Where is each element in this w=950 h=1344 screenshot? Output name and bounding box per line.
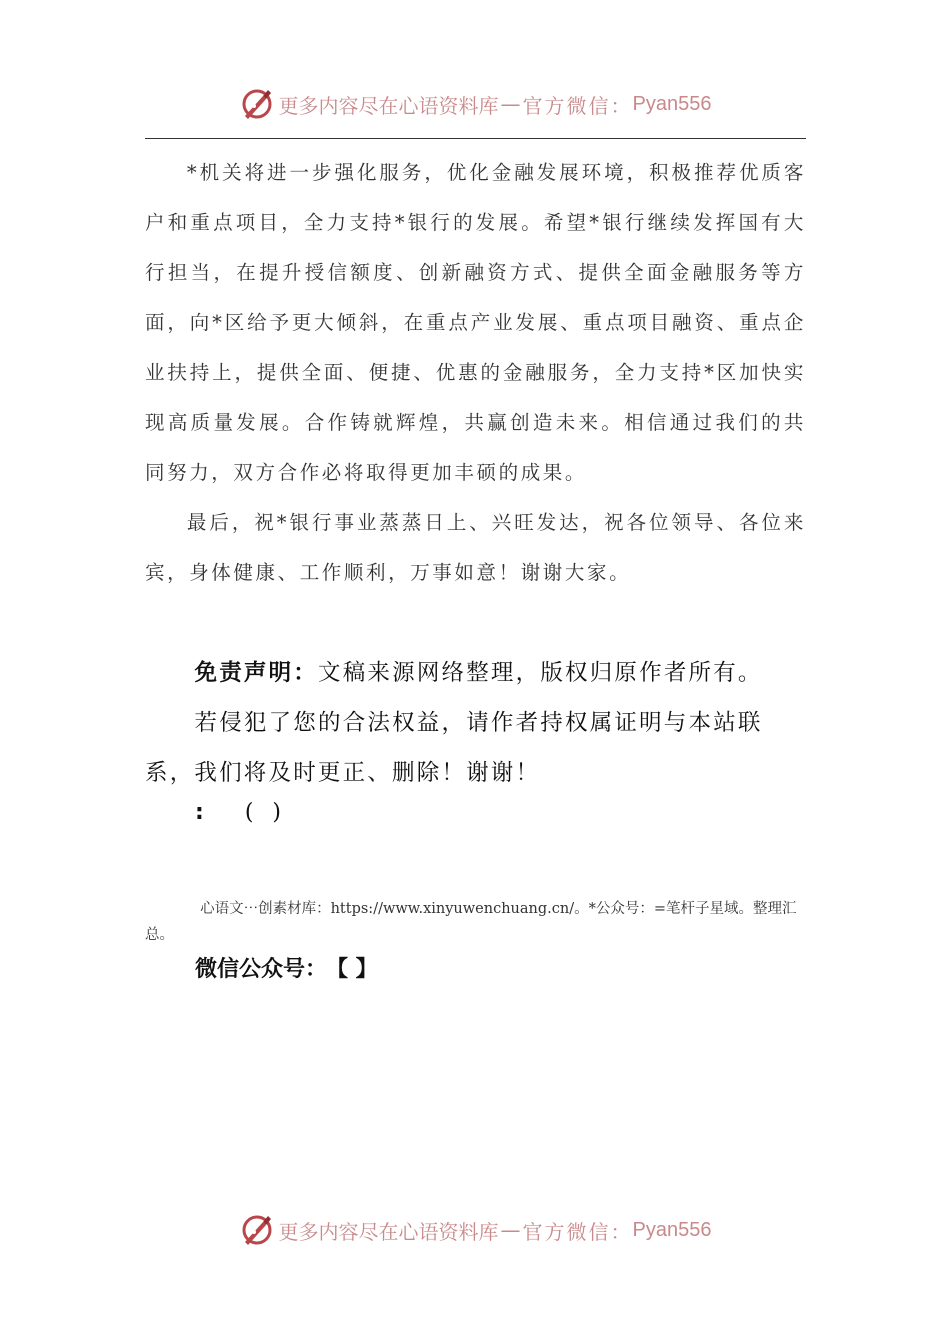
pen-logo-icon — [239, 1212, 275, 1248]
colon-mark: : — [195, 800, 204, 825]
disclaimer-text-1: 文稿来源网络整理，版权归原作者所有。 — [318, 660, 763, 686]
banner-brand-text: 更多内容尽在心语资料库 — [278, 1219, 499, 1244]
banner-wechat-label: 官方微信： — [522, 1219, 633, 1244]
banner-wechat-id: Pyan556 — [632, 1218, 712, 1241]
header-divider — [145, 138, 806, 139]
header-banner — [0, 82, 950, 126]
footer-banner — [0, 1208, 950, 1252]
source-note: 心语文⋯创素材库：https://www.xinyuwenchuang.cn/。*公众号：=笔杆子星域。整理汇总。 — [145, 901, 797, 943]
banner-dash: — — [500, 92, 521, 116]
empty-parens: ( ) — [244, 800, 287, 825]
body-paragraph: 最后，祝*银行事业蒸蒸日上、兴旺发达，祝各位领导、各位来宾，身体健康、工作顺利，万事如意！谢谢大家。 — [145, 511, 806, 584]
wechat-account-line — [195, 952, 378, 983]
disclaimer-text-2: 若侵犯了您的合法权益，请作者持权属证明与本站联系，我们将及时更正、删除！谢谢！ — [145, 710, 763, 786]
pen-logo-icon — [239, 86, 275, 122]
body-paragraph: *机关将进一步强化服务，优化金融发展环境，积极推荐优质客户和重点项目，全力支持*银行的发展。希望*银行继续发挥国有大行担当，在提升授信额度、创新融资方式、提供全面金融服务等方面，向*区给予更大倾斜，在重点产业发展、重点项目融资、重点企业扶持上，提供全面、便捷、优惠的金融服务，全力支持*区加快实现高质量发展。合作铸就辉煌，共赢创造未来。相信通过我们的共同努力，双方合作必将取得更加丰硕的成果。 — [145, 161, 806, 484]
banner-wechat-id: Pyan556 — [632, 92, 712, 115]
banner-wechat-label: 官方微信： — [522, 93, 633, 118]
disclaimer-line-1 — [145, 648, 810, 698]
body-text — [145, 148, 806, 598]
disclaimer-label: 免责声明： — [194, 660, 319, 686]
wechat-account-brackets: 【 】 — [337, 957, 378, 982]
disclaimer-block — [145, 648, 810, 798]
colon-line — [195, 800, 287, 825]
banner-brand-text: 更多内容尽在心语资料库 — [278, 93, 499, 118]
wechat-account-label: 微信公众号： — [195, 957, 328, 982]
banner-dash: — — [500, 1218, 521, 1242]
